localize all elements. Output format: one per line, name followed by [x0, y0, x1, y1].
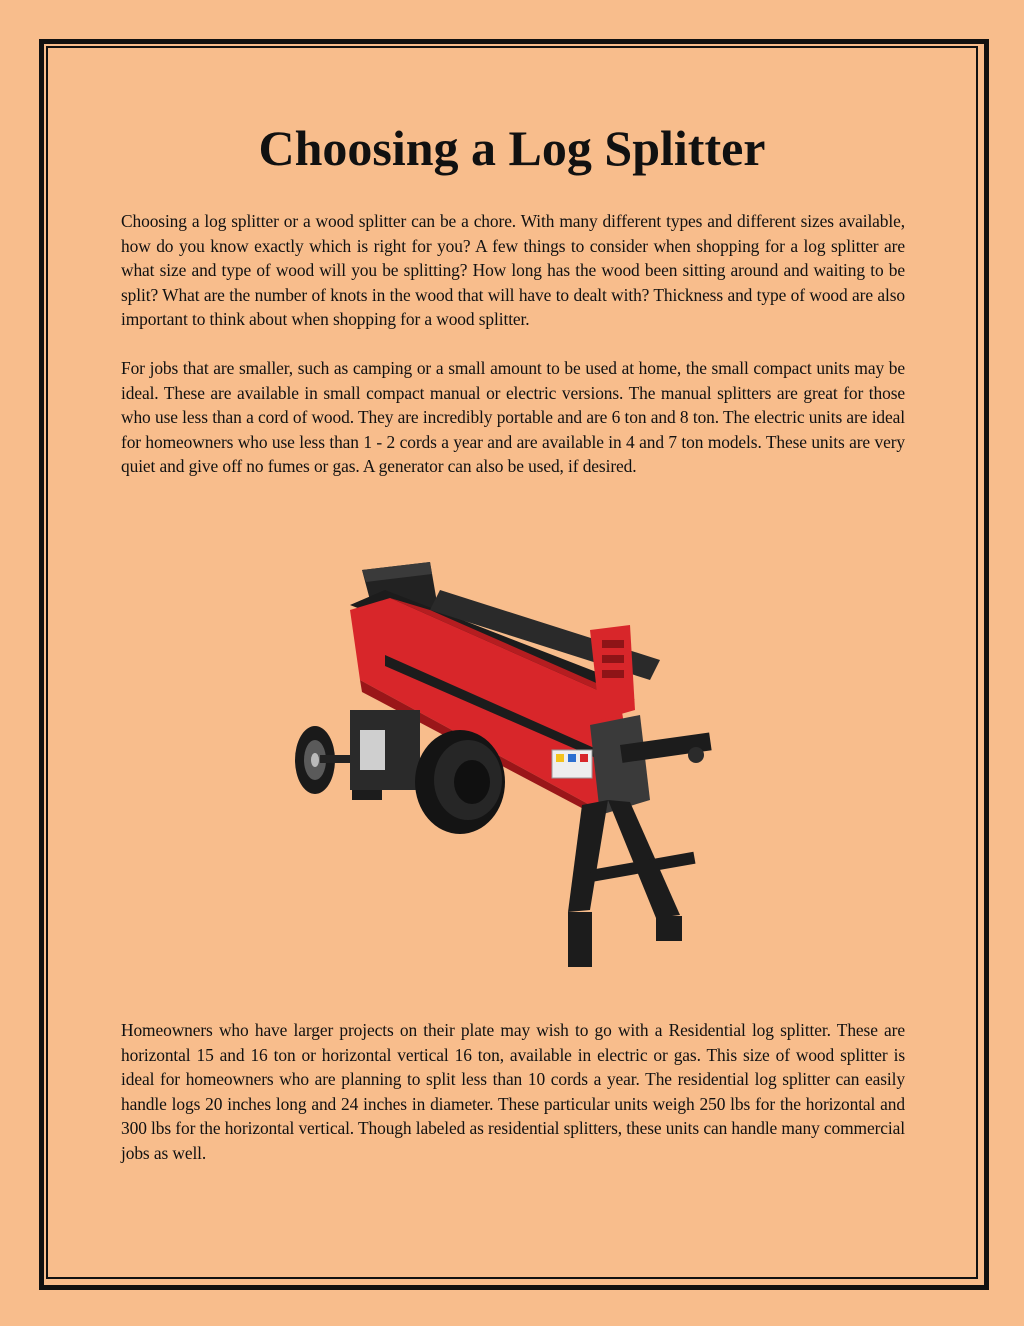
page-title: Choosing a Log Splitter — [258, 120, 766, 176]
motor-icon — [415, 730, 505, 834]
paragraph-residential: Homeowners who have larger projects on their plate may wish to go with a Residential log splitter. These are horizontal 15 and 16 ton or horizontal vertical 16 ton, available in electric or gas. This size of wood splitter is ideal for homeowners who are planning to split less than 10 cords a year. The residential log splitter can easily handle logs 20 inches long and 24 inches in diameter. These particular units weigh 250 lbs for the horizontal and 300 lbs for the horizontal vertical. Though labeled as residential splitters, these units can handle many commercial jobs as well. — [121, 1020, 905, 1163]
log-splitter-image — [290, 550, 730, 975]
end-plate — [590, 715, 650, 815]
paragraph-compact-units: For jobs that are smaller, such as camping or a small amount to be used at home, the small compact units may be ideal. These are available in small compact manual or electric versions. The manual splitters are great for those who use less than a cord of wood. They are incredibly portable and are 6 ton and 8 ton. The electric units are ideal for homeowners who use less than 1 - 2 cords a year and are available in 4 and 7 ton models. These units are very quiet and give off no fumes or gas. A generator can also be used, if desired. — [121, 358, 905, 476]
front-stand — [568, 800, 695, 967]
paragraph-intro: Choosing a log splitter or a wood splitter can be a chore. With many different types and different sizes available, how do you know exactly which is right for you? A few things to consider when shopping for a log splitter are what size and type of wood will you be splitting? How long has the wood been sitting around and waiting to be split? What are the number of knots in the wood that will have to dealt with? Thickness and type of wood are also important to think about when shopping for a wood splitter. — [121, 211, 905, 329]
